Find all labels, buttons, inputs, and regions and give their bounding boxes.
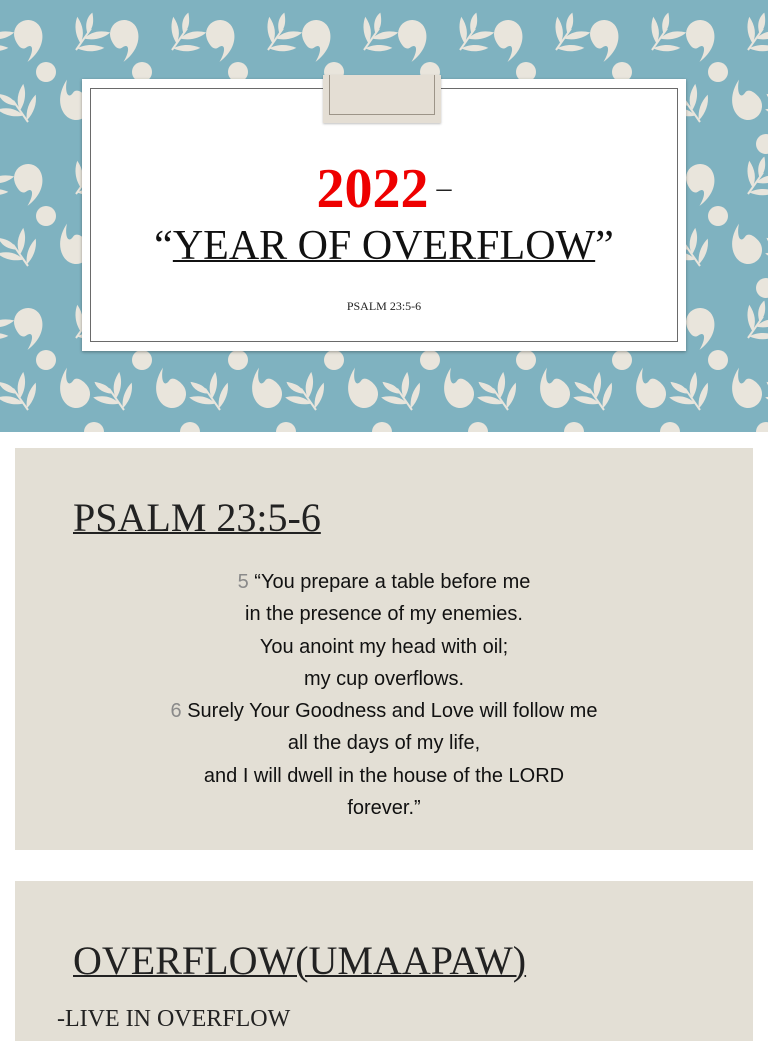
paisley-motif <box>682 16 722 63</box>
title-close-quote: ” <box>595 223 614 269</box>
paisley-motif <box>721 365 768 414</box>
leaf-motif <box>637 7 693 63</box>
dot-motif <box>36 206 56 226</box>
paisley-motif <box>721 221 768 270</box>
leaf-motif <box>157 7 213 63</box>
leaf-motif <box>445 7 501 63</box>
leaf-motif <box>733 295 768 351</box>
title-subtitle: PSALM 23:5-6 <box>346 299 422 313</box>
paisley-motif <box>49 365 96 414</box>
dot-motif <box>420 350 440 370</box>
verse-number: 6 <box>170 700 182 723</box>
title-dash: – <box>436 171 452 204</box>
paisley-motif <box>106 16 146 63</box>
dot-motif <box>756 278 768 298</box>
title-card <box>82 79 686 351</box>
overflow-slide <box>15 881 753 1041</box>
dot-motif <box>756 134 768 154</box>
dot-motif <box>708 206 728 226</box>
verse-line: 6 Surely Your Goodness and Love will follow me <box>170 700 598 723</box>
title-open-quote: “ <box>154 223 173 269</box>
title-line-2 <box>82 225 686 267</box>
paisley-motif <box>682 304 722 351</box>
dot-motif <box>84 422 104 432</box>
title-text: YEAR OF OVERFLOW <box>172 223 596 269</box>
dot-motif <box>756 422 768 432</box>
dot-motif <box>564 422 584 432</box>
leaf-motif <box>662 365 718 421</box>
paisley-motif <box>682 160 722 207</box>
dot-motif <box>708 62 728 82</box>
paisley-motif <box>241 365 288 414</box>
title-year: 2022 <box>316 158 429 220</box>
leaf-motif <box>733 151 768 207</box>
dot-motif <box>276 422 296 432</box>
overflow-heading: OVERFLOW(UMAAPAW) <box>73 938 527 983</box>
dot-motif <box>36 350 56 370</box>
dot-motif <box>612 350 632 370</box>
paisley-motif <box>625 365 672 414</box>
verse-line: You anoint my head with oil; <box>259 635 509 658</box>
leaf-motif <box>470 365 526 421</box>
verse-block <box>15 566 753 824</box>
leaf-motif <box>253 7 309 63</box>
dot-motif <box>36 62 56 82</box>
paisley-motif <box>145 365 192 414</box>
leaf-motif <box>733 7 768 63</box>
paisley-motif <box>10 16 50 63</box>
scripture-heading: PSALM 23:5-6 <box>73 495 321 540</box>
leaf-motif <box>86 365 142 421</box>
bullet-item: -LIVE IN OVERFLOW <box>57 1006 291 1032</box>
paisley-motif <box>529 365 576 414</box>
verse-line: my cup overflows. <box>303 667 465 690</box>
paisley-motif <box>586 16 626 63</box>
leaf-motif <box>374 365 430 421</box>
leaf-motif <box>0 77 46 133</box>
dot-motif <box>228 350 248 370</box>
verse-line: 5 “You prepare a table before me <box>237 571 531 593</box>
scripture-slide <box>15 448 753 850</box>
title-slide <box>0 0 768 432</box>
dot-motif <box>324 350 344 370</box>
dot-motif <box>660 422 680 432</box>
paisley-motif <box>298 16 338 63</box>
leaf-motif <box>61 7 117 63</box>
verse-number: 5 <box>237 571 249 593</box>
leaf-motif <box>0 221 46 277</box>
title-line-1 <box>82 158 686 220</box>
dot-motif <box>372 422 392 432</box>
leaf-motif <box>541 7 597 63</box>
paisley-motif <box>394 16 434 63</box>
leaf-motif <box>349 7 405 63</box>
paisley-motif <box>10 304 50 351</box>
paisley-motif <box>202 16 242 63</box>
dot-motif <box>708 350 728 370</box>
verse-line: and I will dwell in the house of the LORD <box>203 764 565 787</box>
paisley-motif <box>337 365 384 414</box>
leaf-motif <box>182 365 238 421</box>
leaf-motif <box>278 365 334 421</box>
verse-line: forever.” <box>347 797 421 820</box>
verse-line: all the days of my life, <box>287 732 481 755</box>
paisley-motif <box>10 160 50 207</box>
leaf-motif <box>0 365 46 421</box>
dot-motif <box>132 350 152 370</box>
title-card-tab <box>323 75 441 123</box>
dot-motif <box>516 350 536 370</box>
paisley-motif <box>721 77 768 126</box>
leaf-motif <box>566 365 622 421</box>
dot-motif <box>180 422 200 432</box>
paisley-motif <box>490 16 530 63</box>
paisley-motif <box>433 365 480 414</box>
verse-line: in the presence of my enemies. <box>245 603 523 626</box>
dot-motif <box>468 422 488 432</box>
